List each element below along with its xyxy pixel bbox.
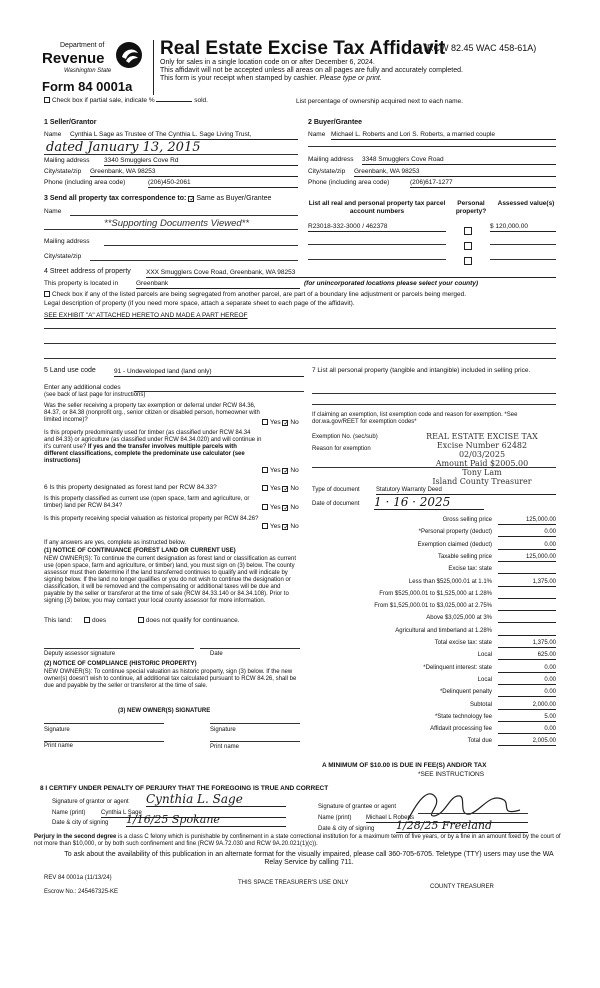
buyer-name-field[interactable]: Michael L. Roberts and Lori S. Roberts, a married couple: [331, 131, 556, 140]
does-checkbox[interactable]: [84, 617, 90, 623]
assessed-line3: [490, 259, 556, 260]
grantor-date-label: Date & city of signing: [52, 820, 109, 826]
corr-city-line: [90, 260, 298, 261]
does-not-checkbox[interactable]: [138, 617, 144, 623]
buyer-mail-field[interactable]: 3348 Smugglers Cove Road: [362, 156, 556, 165]
calc-label: Exemption claimed (deduct): [417, 541, 492, 548]
calc-label: Subtotal: [469, 701, 492, 708]
same-as-buyer-label: Same as Buyer/Grantee: [196, 195, 272, 202]
buyer-phone-label: Phone (including area code): [308, 179, 390, 186]
partial-sale-label: Check box if partial sale, indicate %: [52, 97, 155, 104]
seller-name-label: Name: [44, 131, 62, 138]
calc-label: Less than $525,000.01 at 1.1%: [408, 578, 492, 585]
calc-label: *State technology fee: [434, 713, 492, 720]
grantee-name-field[interactable]: Michael L Roberts: [366, 815, 528, 823]
subtitle-2: This affidavit will not be accepted unless all areas on all pages are fully and accurately completed.: [160, 67, 463, 74]
seller-phone-field[interactable]: (206)450-2061: [148, 179, 298, 188]
grantee-sig-line: [418, 813, 528, 814]
doc-date-field[interactable]: 1 · 16 · 2025: [374, 495, 484, 510]
calc-value[interactable]: 5.00: [498, 714, 556, 722]
calc-value[interactable]: [498, 628, 556, 636]
q-timber-no[interactable]: [282, 468, 288, 474]
grantor-name-field[interactable]: Cynthia L Sage: [101, 810, 286, 818]
street-address-label: 4 Street address of property: [44, 268, 131, 275]
land-use-field[interactable]: 91 - Undeveloped land (land only): [114, 368, 304, 377]
partial-sale-checkbox[interactable]: [44, 97, 50, 103]
calc-value[interactable]: 0.00: [498, 529, 556, 537]
land-use-label: 5 Land use code: [44, 367, 96, 374]
q-forest-no[interactable]: [282, 486, 288, 492]
no-label: No: [290, 485, 299, 492]
seller-name-field[interactable]: Cynthia L Sage as Trustee of The Cynthia L. Sage Living Trust,: [70, 131, 298, 140]
q-exemption-yes[interactable]: [262, 419, 268, 425]
located-label: This property is located in: [44, 280, 119, 287]
partial-sale-percent-field[interactable]: [156, 101, 192, 102]
header-divider: [153, 40, 154, 95]
does-not-label: does not qualify for continuance.: [145, 617, 240, 624]
sold-label: sold.: [194, 97, 208, 104]
assessed-col-header: Assessed value(s): [497, 200, 555, 207]
seller-mail-field[interactable]: 3340 Smugglers Cove Rd: [104, 157, 298, 166]
calc-value[interactable]: [498, 615, 556, 623]
calc-value[interactable]: [498, 591, 556, 599]
seller-city-field[interactable]: Greenbank, WA 98253: [90, 168, 298, 177]
supporting-documents-stamp: **Supporting Documents Viewed**: [104, 218, 250, 229]
stamp-line1: REAL ESTATE EXCISE TAX: [426, 432, 538, 441]
print-name-label-2: Print name: [210, 744, 240, 750]
personal-prop-col-header: Personal property?: [455, 200, 487, 215]
dept-line3: Washington State: [64, 68, 112, 74]
form-number: Form 84 0001a: [42, 79, 133, 94]
q-exemption: Was the seller receiving a property tax exemption or deferral under RCW 84.36, 84.37, or 84.38 (nonprofit org., senior citizen or disabled person, homeowner with limited income)?: [44, 403, 260, 423]
dor-logo-emblem-icon: [114, 40, 144, 70]
q-timber: Is this property predominantly used for timber (as classified under RCW 84.34 and 84.33) or agriculture (as classified under RCW 84.34.020) and will continue in it's current use?: [44, 430, 262, 450]
subtitle-3: This form is your receipt when stamped by cashier.: [160, 75, 318, 82]
q-exemption-no[interactable]: [282, 420, 288, 426]
street-address-field[interactable]: XXX Smugglers Cove Road, Greenbank, WA 98253: [146, 269, 556, 278]
no-label: No: [290, 523, 299, 530]
signature-label-2: Signature: [210, 727, 236, 733]
parcel-line3: [308, 259, 446, 260]
dept-line1: Department of: [60, 42, 105, 49]
escrow-number: Escrow No.: 245467325-KE: [44, 889, 119, 895]
seller-line: [44, 154, 298, 155]
seller-city-label: City/state/zip: [44, 168, 82, 175]
notice-continuance-heading: (1) NOTICE OF CONTINUANCE (FOREST LAND OR CURRENT USE): [44, 548, 236, 554]
personal-property-checkbox-2[interactable]: [464, 242, 472, 250]
calc-value[interactable]: 0.00: [498, 689, 556, 697]
notice-compliance-body: NEW OWNER(S): To continue special valuation as historic property, sign (3) below. If the new owner(s) doesn't wish to continue, all additional tax calculated pursuant to RCW 84.26, shall be due and payable by the seller or transferor at the time of sale.: [44, 669, 297, 689]
yes-label: Yes: [270, 523, 281, 530]
calc-value[interactable]: 625.00: [498, 652, 556, 660]
seller-dated-handwriting: dated January 13, 2015: [46, 140, 201, 155]
additional-codes-line: [134, 391, 304, 392]
grantee-name-label: Name (print): [318, 815, 352, 821]
calc-value[interactable]: 1,375.00: [498, 640, 556, 648]
buyer-phone-field[interactable]: (206)617-1277: [410, 179, 556, 188]
calc-value[interactable]: 1,375.00: [498, 579, 556, 587]
deputy-signature-label: Deputy assessor signature: [44, 651, 116, 657]
buyer-line: [308, 146, 556, 147]
answers-yes-note: If any answers are yes, complete as instructed below.: [44, 540, 187, 546]
q-forest: 6 Is this property designated as forest land per RCW 84.33?: [44, 484, 217, 491]
buyer-city-field[interactable]: Greenbank, WA 98253: [354, 168, 556, 177]
calc-label: Taxable selling price: [437, 553, 492, 560]
corr-mail-line: [104, 245, 298, 246]
buyer-heading: 2 Buyer/Grantee: [308, 119, 363, 126]
subtitle-1: Only for sales in a single location code on or after December 6, 2024.: [160, 59, 375, 66]
legal-line2: [44, 343, 556, 344]
alt-format-note: To ask about the availability of this publication in an alternate format for the visually impaired, please call 360-705-6705. Teletype (TTY) users may use the WA Relay Service by calling 711.: [64, 851, 554, 866]
notice-compliance-heading: (2) NOTICE OF COMPLIANCE (HISTORIC PROPERTY): [44, 661, 197, 667]
certify-heading: 8 I CERTIFY UNDER PENALTY OF PERJURY THAT THE FOREGOING IS TRUE AND CORRECT: [40, 785, 329, 792]
grantee-date-label: Date & city of signing: [318, 826, 375, 832]
personal-property-checkbox-3[interactable]: [464, 257, 472, 265]
located-field[interactable]: Greenbank: [136, 280, 300, 289]
see-back-note: (see back of last page for instructions): [44, 392, 146, 398]
calc-value[interactable]: 0.00: [498, 542, 556, 550]
seller-mail-label: Mailing address: [44, 157, 90, 164]
q-historic: Is this property receiving special valuation as historical property per RCW 84.26?: [44, 516, 259, 522]
deputy-line: [44, 648, 194, 649]
seller-heading: 1 Seller/Grantor: [44, 119, 97, 126]
ownership-note: List percentage of ownership acquired next to each name.: [296, 98, 463, 105]
stamp-line4: Amount Paid $2005.00: [435, 459, 529, 468]
calc-label: *Delinquent interest: state: [423, 664, 492, 671]
assessed-line2: [490, 244, 556, 245]
no-label: No: [290, 467, 299, 474]
dor-logo: [40, 40, 152, 100]
grantor-name-label: Name (print): [52, 810, 86, 816]
unincorporated-note: (for unincorporated locations please select your county): [304, 280, 479, 287]
calc-label: From $525,000.01 to $1,525,000 at 1.28%: [379, 590, 492, 597]
exemption-no-label: Exemption No. (sec/sub): [312, 434, 378, 440]
rev-number: REV 84 0001a (11/13/24): [44, 875, 112, 881]
additional-codes-label: Enter any additional codes: [44, 384, 121, 391]
print-name-label-1: Print name: [44, 743, 74, 749]
calc-label: Gross selling price: [442, 517, 492, 523]
owner-print-line2: [210, 741, 300, 742]
calc-label: Total excise tax: state: [434, 640, 492, 646]
dept-line2: Revenue: [42, 50, 105, 67]
perjury-bold: Perjury in the second degree: [34, 834, 117, 840]
calc-value[interactable]: 125,000.00: [498, 517, 556, 525]
treasurer-receipt-stamp: [402, 432, 562, 486]
yes-label: Yes: [270, 467, 281, 474]
deputy-date-line: [200, 648, 300, 649]
calc-value[interactable]: 0.00: [498, 677, 556, 685]
q-forest-yes[interactable]: [262, 485, 268, 491]
corr-mail-label: Mailing address: [44, 238, 90, 245]
owner-sig-line1: [44, 723, 164, 724]
stamp-line3: 02/03/2025: [458, 450, 506, 459]
calc-value[interactable]: 2,000.00: [498, 702, 556, 710]
grantee-sig-label: Signature of grantee or agent: [318, 804, 397, 810]
q-timber-bold: If yes and the transfer involves multiple parcels with different classifications, complete the predominate use calculator (see instructions): [44, 444, 245, 464]
personal-property-heading: 7 List all personal property (tangible and intangible) included in selling price.: [312, 367, 531, 374]
seller-phone-label: Phone (including area code): [44, 179, 126, 186]
q-historic-no[interactable]: [282, 524, 288, 530]
yes-label: Yes: [270, 419, 281, 426]
yes-label: Yes: [270, 485, 281, 492]
stamp-line2: Excise Number 62482: [436, 441, 528, 450]
correspondence-name-label: Name: [44, 208, 62, 215]
doc-date-label: Date of document: [312, 501, 360, 507]
calc-value[interactable]: 0.00: [498, 726, 556, 734]
q-historic-yes[interactable]: [262, 523, 268, 529]
grantor-signature[interactable]: Cynthia L. Sage: [146, 792, 286, 807]
q-current-use: Is this property classified as current use (open space, farm and agriculture, or timber) land per RCW 84.34?: [44, 496, 250, 509]
calc-label: Above $3,025,000 at 3%: [426, 615, 492, 622]
personal-property-checkbox-1[interactable]: [464, 227, 472, 235]
see-instructions-note: *SEE INSTRUCTIONS: [418, 771, 485, 778]
treasurer-use-only: THIS SPACE TREASURER'S USE ONLY: [238, 880, 349, 886]
doc-type-field[interactable]: Statutory Warranty Deed: [376, 487, 556, 495]
grantee-date-field[interactable]: 1/28/25 Freeland: [396, 819, 528, 833]
form-title: Real Estate Excise Tax Affidavit: [160, 38, 446, 59]
same-as-buyer-checkbox[interactable]: [188, 196, 194, 202]
rcw-reference: (RCW 82.45 WAC 458-61A): [424, 43, 537, 53]
no-label: No: [290, 504, 299, 511]
calc-label: From $1,525,000.01 to $3,025,000 at 2.75%: [374, 603, 492, 610]
owner-sig-line2: [210, 723, 300, 724]
calc-label: Total due: [467, 738, 492, 745]
parcel-line2: [308, 244, 446, 245]
corr-name-line: [70, 215, 298, 216]
segregated-label: Check box if any of the listed parcels are being segregated from another parcel, are part of a boundary line adjustment or parcels being merged.: [52, 291, 467, 298]
calc-label: Agricultural and timberland at 1.28%: [395, 627, 492, 634]
calc-value[interactable]: [498, 566, 556, 574]
legal-description-label: Legal description of property (if you need more space, attach a separate sheet to each page of the affidavit).: [44, 300, 355, 307]
calc-label: *Delinquent penalty: [439, 689, 492, 696]
notice-continuance-body: NEW OWNER(S): To continue the current designation as forest land or classification as current use (open space, farm and agriculture, or timber) land, you must sign on (3) below. The county assessor must then determine if the land transferred continues to qualify and will indicate by signing below. If the land no longer qualifies or you do not wish to continue the designation or classification, it will be removed and the compensating or additional taxes will be due and payable by the seller or transferor at the time of sale (RCW 84.33.140 or 84.34.108). Prior to signing (3) below, you may contact your local county assessor for more information.: [44, 556, 296, 604]
q-timber-yes[interactable]: [262, 467, 268, 473]
grantor-sig-label: Signature of grantor or agent: [52, 799, 129, 805]
minimum-fee-note: A MINIMUM OF $10.00 IS DUE IN FEE(S) AND/OR TAX: [322, 762, 487, 769]
legal-line3: [44, 358, 556, 359]
this-land-label: This land:: [44, 617, 73, 624]
calc-label: Local: [477, 652, 492, 659]
parcel-number-field[interactable]: R23018-332-3000 / 462378: [308, 223, 446, 232]
calc-label: *Personal property (deduct): [418, 529, 492, 536]
q-current-use-yes[interactable]: [262, 504, 268, 510]
correspondence-heading: 3 Send all property tax correspondence to:: [44, 195, 187, 202]
calc-value[interactable]: [498, 603, 556, 611]
yes-label: Yes: [270, 504, 281, 511]
deputy-date-label: Date: [210, 651, 223, 657]
segregated-checkbox[interactable]: [44, 291, 50, 297]
corr-line2: [44, 229, 298, 230]
signature-label-1: Signature: [44, 727, 70, 733]
calc-value[interactable]: 0.00: [498, 665, 556, 673]
new-owner-signature-heading: (3) NEW OWNER(S) SIGNATURE: [118, 708, 211, 714]
calc-value[interactable]: 125,000.00: [498, 554, 556, 562]
pp-line2: [312, 404, 556, 405]
calc-label: Affidavit processing fee: [430, 726, 492, 733]
doc-type-label: Type of document: [312, 487, 360, 493]
parcel-col-header: List all real and personal property tax parcel account numbers: [308, 200, 446, 215]
grantor-date-field[interactable]: 1/16/25 Spokane: [126, 813, 286, 827]
buyer-mail-label: Mailing address: [308, 156, 354, 163]
calc-label: Local: [477, 676, 492, 683]
calc-label: Excise tax: state: [448, 566, 492, 573]
does-label: does: [92, 617, 107, 624]
legal-description-field[interactable]: SEE EXHIBIT "A" ATTACHED HERETO AND MADE A PART HEREOF: [44, 312, 248, 319]
county-treasurer-label: COUNTY TREASURER: [430, 884, 494, 890]
assessed-value-field[interactable]: $ 120,000.00: [490, 223, 556, 232]
no-label: No: [290, 419, 299, 426]
exemption-note: If claiming an exemption, list exemption code and reason for exemption. *See dor.wa.gov/REET for exemption codes*: [312, 412, 518, 425]
legal-line1: [44, 328, 556, 329]
exemption-reason-label: Reason for exemption: [312, 446, 371, 452]
corr-city-label: City/state/zip: [44, 253, 82, 260]
stamp-line6: Island County Treasurer: [432, 477, 532, 486]
buyer-city-label: City/state/zip: [308, 168, 346, 175]
pp-line1: [312, 393, 556, 394]
owner-print-line1: [44, 741, 164, 742]
subtitle-3b: Please type or print.: [319, 75, 382, 82]
stamp-line5: Tony Lam: [462, 468, 502, 477]
buyer-name-label: Name: [308, 131, 326, 138]
perjury-text: is a class C felony which is punishable by confinement in a state correctional institution for a maximum term of five years, or by a fine in an amount fixed by the court of not more than $10,000, or by both such confinement and fine (RCW 9A.72.030 and RCW 9A.20.021(1)(c)).: [34, 834, 561, 847]
q-current-use-no[interactable]: [282, 505, 288, 511]
calc-value[interactable]: 2,005.00: [498, 738, 556, 746]
